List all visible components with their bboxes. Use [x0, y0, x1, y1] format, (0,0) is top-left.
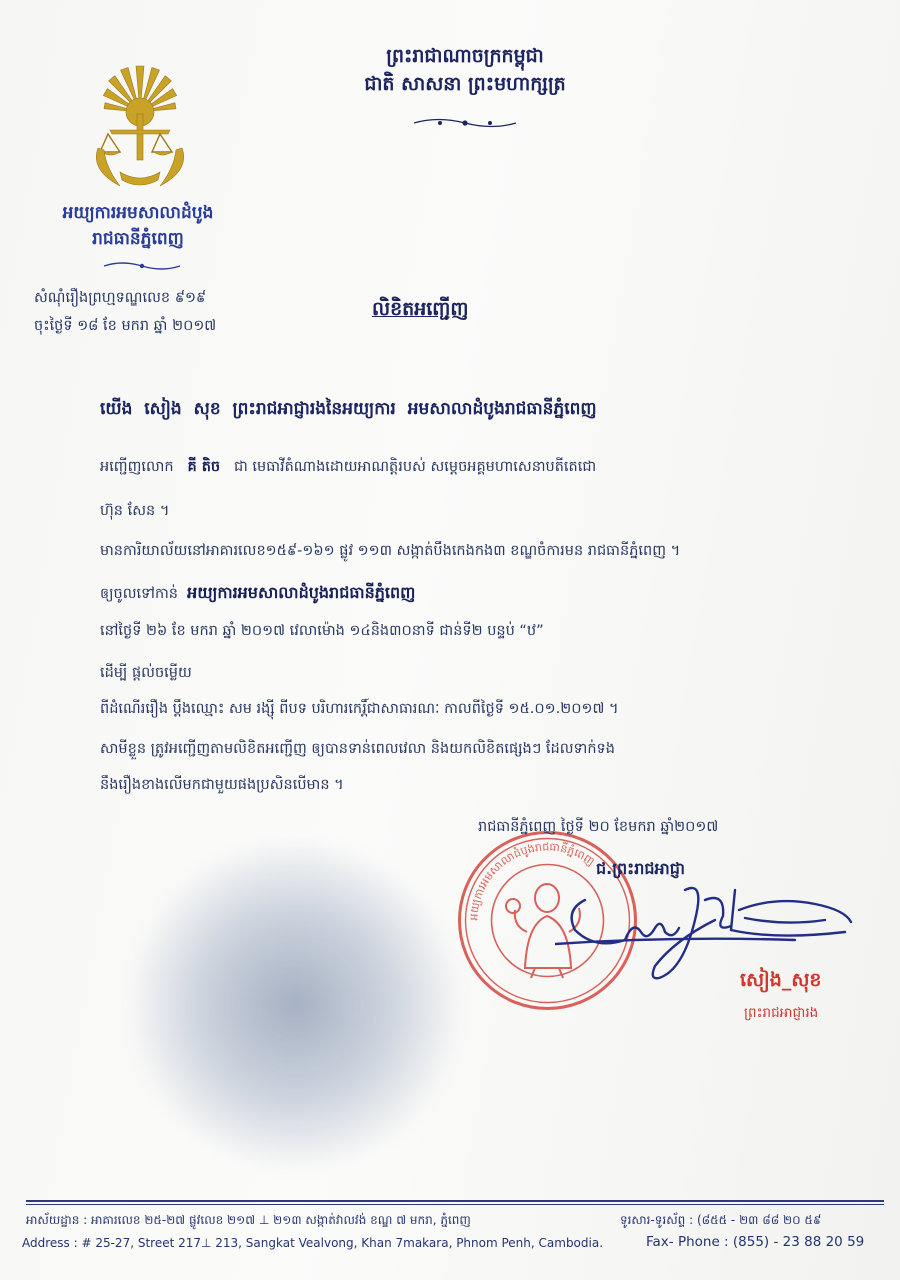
goto-prefix: ឲ្យចូលទៅកាន់ — [100, 586, 178, 602]
goto-line — [100, 582, 415, 606]
court-emblem-icon — [80, 60, 200, 195]
purpose-line: ដើម្បី ផ្តល់ចម្លើយ — [100, 665, 192, 681]
signing-place-date: រាជធានីភ្នំពេញ ថ្ងៃទី ២០ ខែមករា ឆ្នាំ២០១៧ — [478, 819, 719, 835]
signer-role: ព្រះរាជអាជ្ញារង — [744, 1005, 819, 1021]
signing-authority-title: ជ.ព្រះរាជអាជ្ញា — [596, 859, 685, 878]
case-reference — [34, 284, 216, 340]
court-name-line1: អយ្យការអមសាលាដំបូង — [62, 203, 214, 223]
kingdom-line1: ព្រះរាជាណាចក្រកម្ពុជា — [386, 45, 544, 67]
footer-address-km: អាស័យដ្ឋាន : អាគារលេខ ២៥-២៧ ផ្លូវលេខ ២១៧ ⊥ ២១៣ សង្កាត់វាលវង់ ខណ្ឌ ៧ មករា, ភ្នំពេញ — [26, 1213, 471, 1227]
document-title: លិខិតអញ្ជើញ — [372, 298, 469, 320]
ornament-divider-icon — [410, 116, 520, 130]
address-line: មានការិយាល័យនៅអាគារលេខ១៥៩-១៦១ ផ្លូវ ១១៣ សង្កាត់បឹងកេងកង៣ ខណ្ឌចំការមន រាជធានីភ្នំពេញ ។ — [100, 543, 681, 559]
instruction-line-2: នឹងរឿងខាងលើមកជាមួយផងប្រសិនបើមាន ។ — [100, 777, 344, 793]
footer-address-en: Address : # 25-27, Street 217⊥ 213, Sangkat Vealvong, Khan 7makara, Phnom Penh, Cambodia. — [22, 1236, 604, 1250]
court-name-line2: រាជធានីភ្នំពេញ — [92, 229, 184, 249]
photo-shadow — [130, 840, 460, 1170]
footer-divider-thin — [26, 1204, 884, 1205]
kingdom-heading — [300, 42, 630, 98]
case-line: ពីដំណើររឿង ប្តឹងឈ្មោះ សម រង្ស៊ី ពីបទ បរិហារកេរ្តិ៍ជាសាធារណៈ កាលពីថ្ងៃទី ១៥.០១.២០១៧ ។ — [100, 701, 619, 717]
reference-number: សំណុំរឿងព្រហ្មទណ្ឌលេខ ៩១៩ — [34, 290, 207, 306]
footer-phone-km: ទូរសារ-ទូរស័ព្ទ : (៨៥៥ - ២៣ ៨៨ ២០ ៥៩ — [620, 1213, 822, 1227]
invite-line — [100, 458, 596, 479]
kingdom-line2: ជាតិ សាសនា ព្រះមហាក្សត្រ — [364, 73, 566, 95]
reference-date: ចុះថ្ងៃទី ១៨ ខែ មករា ឆ្នាំ ២០១៧ — [34, 318, 217, 334]
seal-text: អយ្យការអមសាលាដំបូងរាជធានីភ្នំពេញ — [467, 840, 598, 921]
instruction-line-1: សាមីខ្លួន ត្រូវអញ្ជើញតាមលិខិតអញ្ជើញ ឲ្យបានទាន់ពេលវេលា និងយកលិខិតផ្សេងៗ ដែលទាក់ទង — [100, 741, 615, 757]
invite-prefix: អញ្ជើញលោក — [100, 459, 174, 475]
court-name — [38, 200, 238, 252]
issuer-line: យើង សៀង សុខ ព្រះរាជអាជ្ញារងនៃអយ្យការ អមសាលាដំបូងរាជធានីភ្នំពេញ — [100, 399, 597, 419]
goto-place: អយ្យការអមសាលាដំបូងរាជធានីភ្នំពេញ — [187, 583, 416, 602]
datetime-line: នៅថ្ងៃទី ២៦ ខែ មករា ឆ្នាំ ២០១៧ វេលាម៉ោង ១៤និង៣០នាទី ជាន់ទី២ បន្ទប់ “ឋ” — [100, 623, 544, 639]
invite-line-2: ហ៊ុន សែន ។ — [100, 503, 170, 519]
footer-phone-en: Fax- Phone : (855) - 23 88 20 59 — [646, 1234, 865, 1250]
footer-divider — [26, 1200, 884, 1202]
invitee-name: គី តិច — [187, 459, 221, 475]
invite-suffix: ជា មេធាវីតំណាងដោយអាណត្តិរបស់ សម្តេចអគ្គមហាសេនាបតីតេជោ — [233, 459, 597, 475]
ornament-divider-icon — [102, 260, 182, 272]
signer-name: សៀង_សុខ — [740, 969, 822, 991]
